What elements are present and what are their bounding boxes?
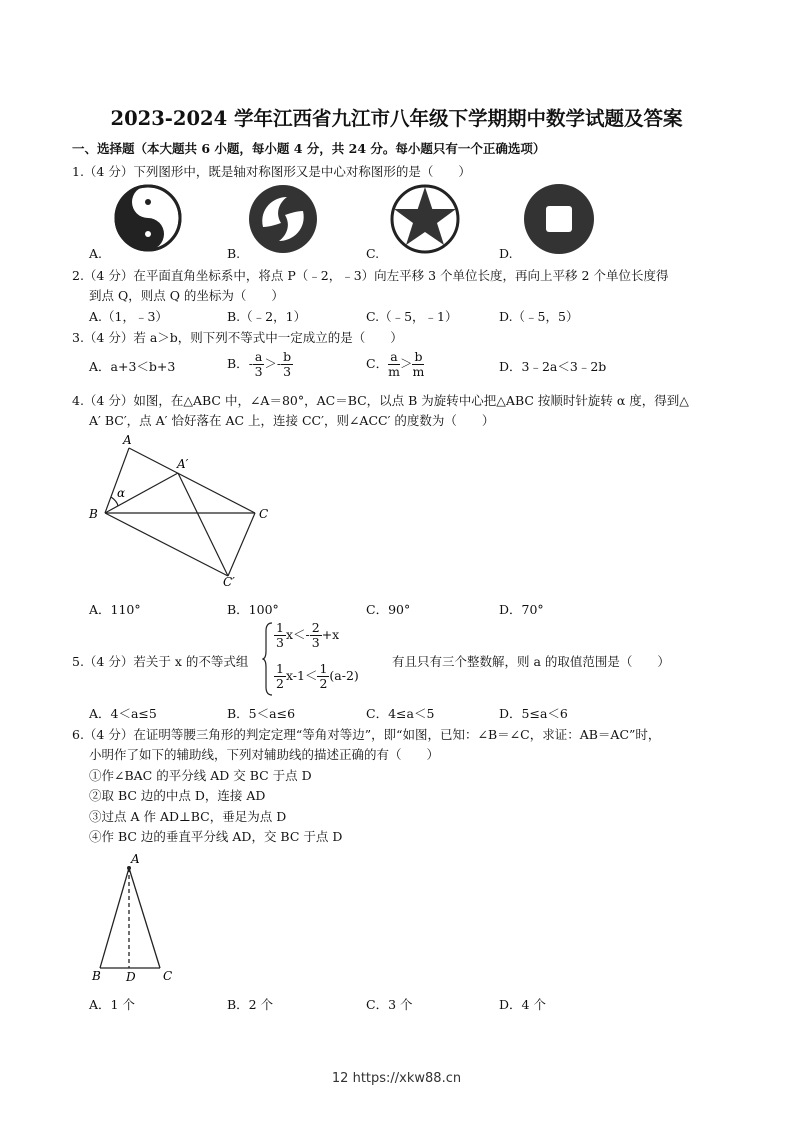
q4-option-c: C．90° [366, 602, 411, 617]
figure4-label-b: B [89, 507, 98, 521]
q4-option-d: D．70° [499, 602, 544, 617]
figure6-label-b: B [92, 969, 101, 983]
figure4-label-alpha: α [117, 486, 126, 500]
q5-row2-fraction1: $\frac{1}{2}$ [276, 661, 284, 691]
q3-option-c-label: C． [366, 355, 389, 371]
q6-option-d: D．4 个 [499, 997, 546, 1012]
q5-option-d: D．5≤a＜6 [499, 706, 568, 721]
q5-row1-fraction1: $\frac{1}{3}$ [276, 620, 284, 650]
question-6-stem-line1: 6.（4 分）在证明等腰三角形的判定定理“等角对等边”，即“如图，已知：∠B＝∠C，求证：AB＝AC”时， [72, 727, 661, 742]
question-3-stem: 3.（4 分）若 a＞b，则下列不等式中一定成立的是（ ） [72, 330, 403, 345]
system-brace [262, 621, 274, 697]
swirl-emblem-icon [247, 183, 319, 255]
q3-option-c-relation: ＞ [399, 355, 413, 371]
q1-option-a: A. [89, 246, 103, 261]
figure6-label-c: C [163, 969, 173, 983]
figure4-label-a-prime: A′ [177, 457, 189, 471]
star-in-circle-icon [389, 183, 461, 255]
question-4-stem-line1: 4.（4 分）如图，在△ABC 中，∠A＝80°，AC＝BC，以点 B 为旋转中心把△ABC 按顺时针旋转 α 度，得到△ [72, 393, 689, 408]
question-4-stem-line2: A′ BC′，点 A′ 恰好落在 AC 上，连接 CC′，则∠ACC′ 的度数为（ ） [89, 413, 495, 428]
q6-item-1: ①作∠BAC 的平分线 AD 交 BC 于点 D [89, 768, 312, 783]
question-2-stem-line1: 2.（4 分）在平面直角坐标系中，将点 P（﹣2，﹣3）向左平移 3 个单位长度，再向上平移 2 个单位长度得 [72, 268, 669, 283]
figure4-label-c-prime: C′ [223, 575, 235, 589]
figure4-label-c: C [259, 507, 269, 521]
q1-option-d: D. [499, 246, 513, 261]
q6-item-3: ③过点 A 作 AD⊥BC，垂足为点 D [89, 809, 287, 824]
rotation-triangle-figure [85, 432, 285, 592]
q6-item-2: ②取 BC 边的中点 D，连接 AD [89, 788, 266, 803]
q5-option-b: B．5＜a≤6 [227, 706, 296, 721]
q2-option-a: A.（1，﹣3） [89, 309, 168, 324]
q5-row2-fraction2: $\frac{1}{2}$ [319, 661, 328, 691]
section-heading: 一、选择题（本大题共 6 小题，每小题 4 分，共 24 分。每小题只有一个正确选项） [72, 141, 546, 156]
q5-option-a: A．4＜a≤5 [89, 706, 157, 721]
q5-option-c: C．4≤a＜5 [366, 706, 435, 721]
q2-option-c: C.（﹣5，﹣1） [366, 309, 458, 324]
q4-option-b: B．100° [227, 602, 279, 617]
q3-option-b-neg2: - [276, 355, 282, 371]
q3-option-b-neg1: - [248, 355, 253, 371]
square-in-circle-icon [522, 182, 596, 256]
page-title: 2023-2024 学年江西省九江市八年级下学期期中数学试题及答案 [110, 107, 683, 130]
q1-option-b: B. [227, 246, 241, 261]
q6-option-c: C．3 个 [366, 997, 413, 1012]
question-5-stem-prefix: 5.（4 分）若关于 x 的不等式组 [72, 654, 249, 669]
q3-option-c-fraction2: $\frac{b}{m}$ [412, 349, 425, 379]
q3-option-b-fraction2: $\frac{b}{3}$ [283, 349, 292, 379]
q3-option-a: A．a+3＜b+3 [89, 359, 176, 374]
q4-option-a: A．110° [89, 602, 141, 617]
figure6-label-d: D [126, 970, 136, 984]
q5-row1-fraction2: $\frac{2}{3}$ [311, 620, 320, 650]
q2-option-b: B.（﹣2，1） [227, 309, 307, 324]
q3-option-b-label: B． [227, 355, 249, 371]
figure4-label-a: A [123, 433, 132, 447]
q1-option-c: C. [366, 246, 380, 261]
q6-option-b: B．2 个 [227, 997, 274, 1012]
q3-option-b-relation: ＞ [264, 355, 277, 371]
q6-option-a: A．1 个 [89, 997, 135, 1012]
q3-option-d: D．3﹣2a＜3﹣2b [499, 359, 607, 374]
isosceles-triangle-figure [88, 850, 188, 985]
q2-option-d: D.（﹣5，5） [499, 309, 579, 324]
question-2-stem-line2: 到点 Q，则点 Q 的坐标为（ ） [89, 288, 284, 303]
q5-inequality-row1: $\frac{1}{3}$ x＜- $\frac{2}{3}$ +x [276, 620, 340, 650]
question-5-stem-suffix: 有且只有三个整数解，则 a 的取值范围是（ ） [392, 654, 670, 669]
q3-option-c-fraction1: $\frac{a}{m}$ [388, 349, 400, 379]
q3-option-b-fraction1: $\frac{a}{3}$ [254, 349, 263, 379]
question-1-stem: 1.（4 分）下列图形中，既是轴对称图形又是中心对称图形的是（ ） [72, 164, 471, 179]
page-footer: 12 https://xkw88.cn [331, 1071, 462, 1086]
figure6-label-a: A [131, 852, 140, 866]
q6-item-4: ④作 BC 边的垂直平分线 AD，交 BC 于点 D [89, 829, 343, 844]
q3-option-b [227, 350, 293, 379]
question-6-stem-line2: 小明作了如下的辅助线，下列对辅助线的描述正确的有（ ） [89, 747, 440, 762]
q5-inequality-row2: $\frac{1}{2}$ x-1＜ $\frac{1}{2}$ (a-2) [276, 661, 359, 691]
q3-option-c [366, 350, 424, 379]
yin-yang-icon [113, 183, 183, 253]
